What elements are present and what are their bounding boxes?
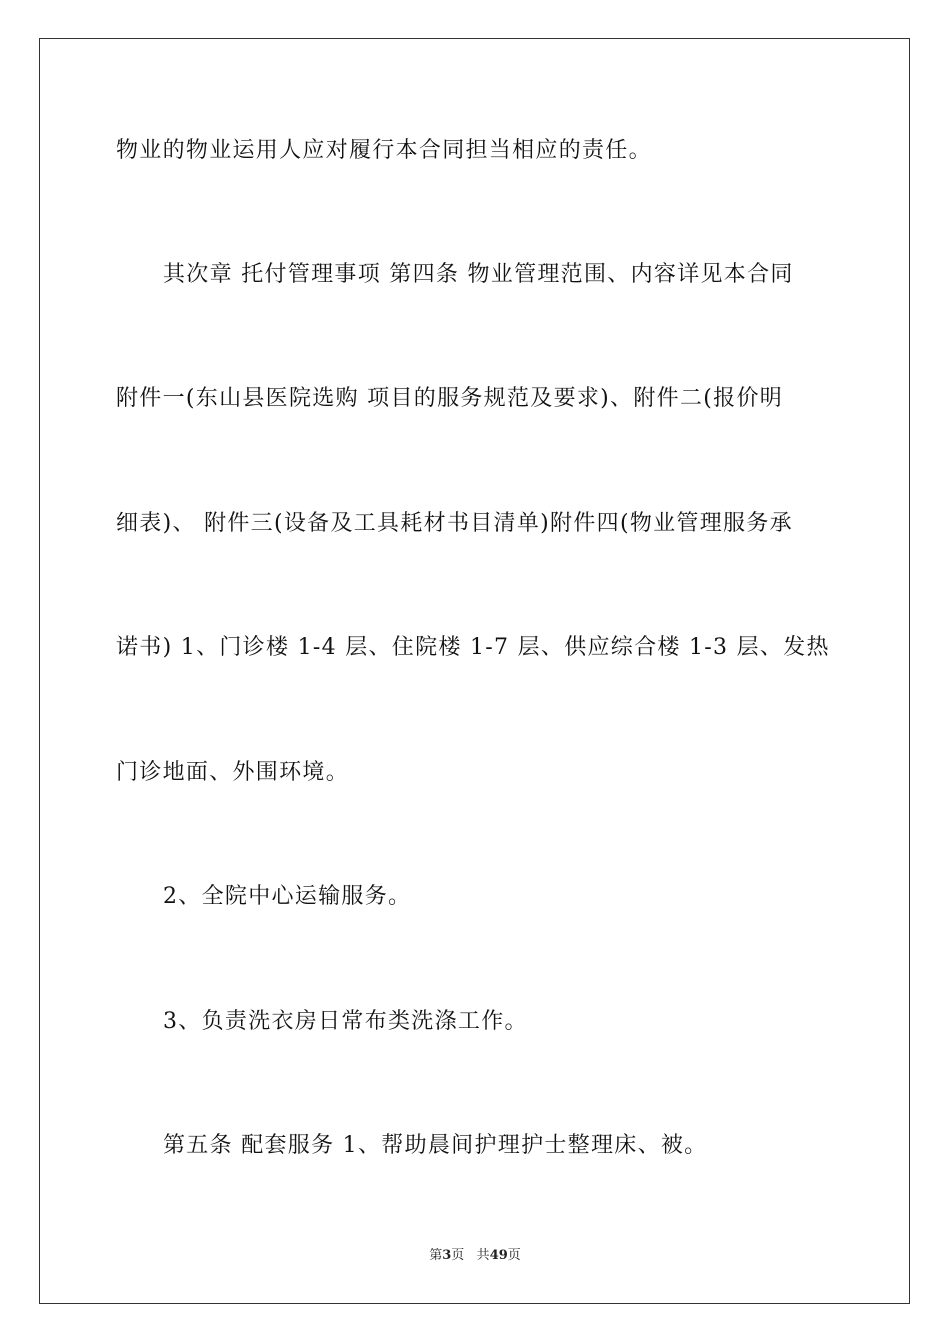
total-suffix: 页 <box>507 1248 521 1263</box>
page-suffix: 页 <box>451 1248 465 1263</box>
text-line-8: 3、负责洗衣房日常布类洗涤工作。 <box>163 1009 528 1034</box>
page-number: 3 <box>442 1248 452 1263</box>
text-line-3: 附件一(东山县医院选购 项目的服务规范及要求)、附件二(报价明 <box>116 386 784 411</box>
page-footer <box>0 1247 950 1265</box>
total-prefix: 共 <box>476 1248 490 1263</box>
text-line-6: 门诊地面、外围环境。 <box>116 760 350 785</box>
text-line-9: 第五条 配套服务 1、帮助晨间护理护士整理床、被。 <box>163 1133 708 1158</box>
page-prefix: 第 <box>429 1248 443 1263</box>
text-line-4: 细表)、 附件三(设备及工具耗材书目清单)附件四(物业管理服务承 <box>116 511 793 536</box>
text-line-7: 2、全院中心运输服务。 <box>163 884 412 909</box>
page-frame <box>39 38 910 1304</box>
text-line-5: 诺书) 1、门诊楼 1-4 层、住院楼 1-7 层、供应综合楼 1-3 层、发热 <box>116 635 830 660</box>
text-line-2: 其次章 托付管理事项 第四条 物业管理范围、内容详见本合同 <box>163 262 794 287</box>
total-pages: 49 <box>489 1248 508 1263</box>
text-line-1: 物业的物业运用人应对履行本合同担当相应的责任。 <box>116 138 652 163</box>
